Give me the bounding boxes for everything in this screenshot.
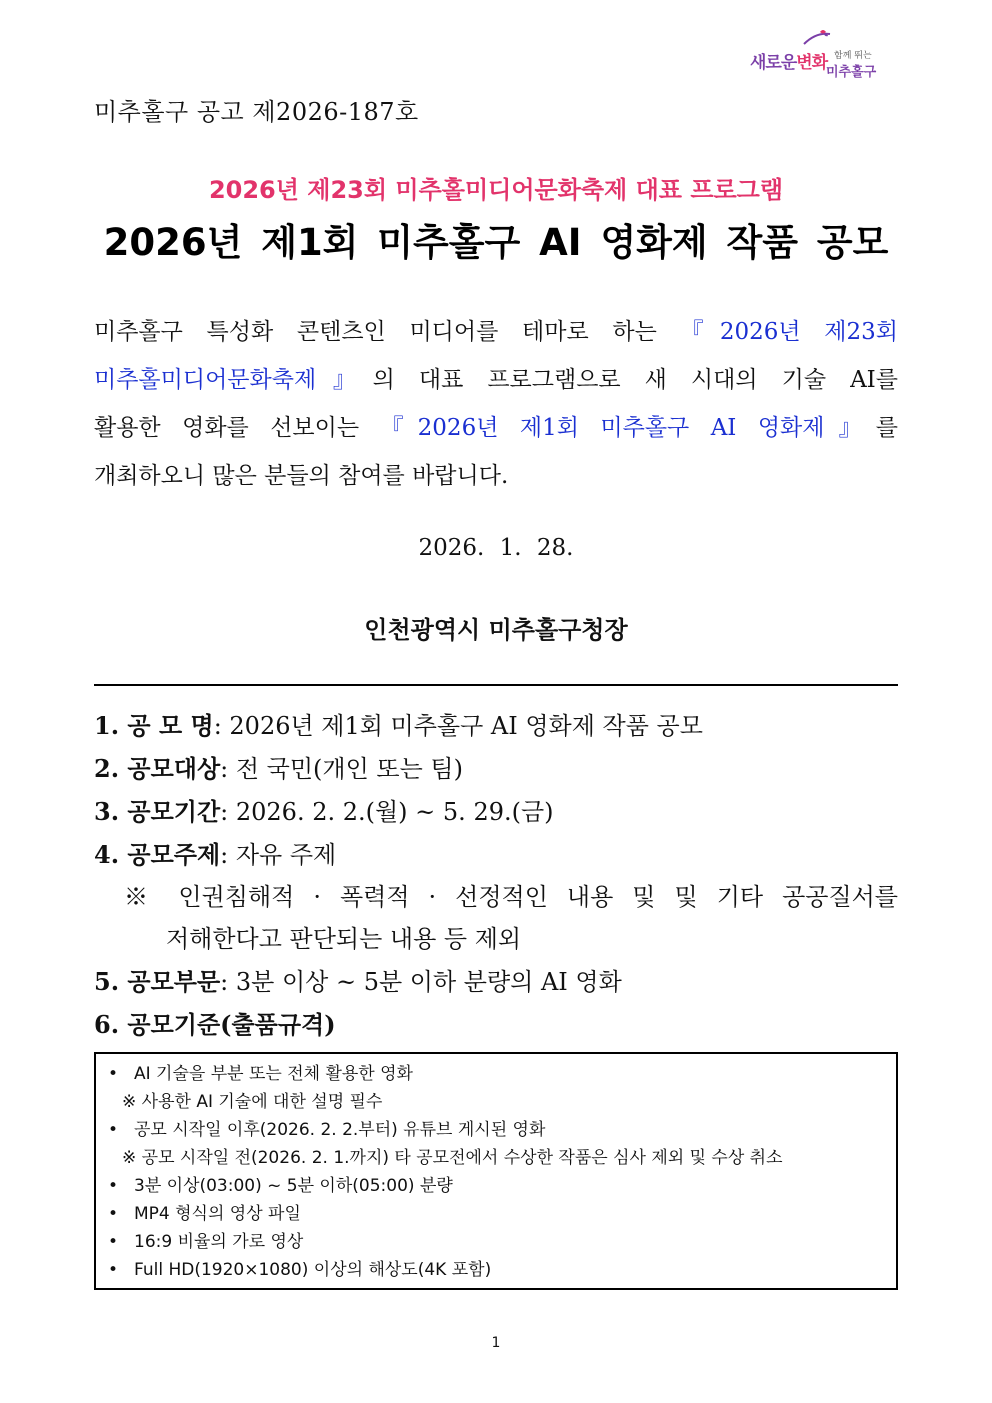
- criteria-ai-usage: • AI 기술을 부분 또는 전체 활용한 영화: [108, 1064, 413, 1084]
- item-period: 3. 공모기간: 2026. 2. 2.(월) ~ 5. 29.(금): [94, 797, 554, 826]
- divider: [94, 684, 898, 686]
- criteria-ratio: • 16:9 비율의 가로 영상: [108, 1232, 304, 1252]
- intro-line-3: 활용한 영화를 선보이는 『2026년 제1회 미추홀구 AI 영화제』를: [94, 415, 898, 441]
- document-title: 2026년 제1회 미추홀구 AI 영화제 작품 공모: [103, 221, 889, 264]
- criteria-box: [94, 1052, 898, 1290]
- district-logo: [742, 26, 902, 86]
- criteria-upload-date-note: ※ 공모 시작일 전(2026. 2. 1.까지) 타 공모전에서 수상한 작품은 심사 제외 및 수상 취소: [122, 1148, 783, 1168]
- item-target: 2. 공모대상: 전 국민(개인 또는 팀): [94, 754, 463, 783]
- intro-line-1: 미추홀구 특성화 콘텐츠인 미디어를 테마로 하는 『2026년 제23회: [94, 319, 898, 345]
- logo-small-bottom: 미추홀구: [826, 65, 877, 80]
- criteria-upload-date: • 공모 시작일 이후(2026. 2. 2.부터) 유튜브 게시된 영화: [108, 1120, 546, 1140]
- item-contest-name: 1. 공 모 명: 2026년 제1회 미추홀구 AI 영화제 작품 공모: [94, 711, 703, 740]
- notice-date: 2026. 1. 28.: [418, 535, 574, 561]
- logo-main-text: 새로운변화: [750, 53, 828, 73]
- intro-paragraph: [94, 308, 898, 500]
- logo-small-top: 함께 뛰는: [834, 51, 872, 61]
- intro-line-2: 미추홀미디어문화축제』의 대표 프로그램으로 새 시대의 기술 AI를: [94, 367, 898, 393]
- page-number: 1: [491, 1335, 501, 1351]
- item-category: 5. 공모부문: 3분 이상 ~ 5분 이하 분량의 AI 영화: [94, 967, 622, 996]
- item-criteria: 6. 공모기준(출품규격): [94, 1010, 336, 1039]
- butterfly-icon: [802, 28, 832, 48]
- theme-exclusion-note: ※ 인권침해적 · 폭력적 · 선정적인 내용 및 및 기타 공공질서를 저해한다고 판단되는 내용 등 제외: [124, 883, 898, 953]
- document-subtitle: 2026년 제23회 미추홀미디어문화축제 대표 프로그램: [208, 176, 784, 204]
- notice-number: 미추홀구 공고 제2026-187호: [94, 98, 419, 126]
- intro-line-4: 개최하오니 많은 분들의 참여를 바랍니다.: [94, 463, 509, 489]
- criteria-resolution: • Full HD(1920×1080) 이상의 해상도(4K 포함): [108, 1260, 492, 1280]
- item-theme: 4. 공모주제: 자유 주제: [94, 840, 337, 869]
- criteria-ai-usage-note: ※ 사용한 AI 기술에 대한 설명 필수: [122, 1092, 383, 1112]
- contest-items: [94, 704, 898, 1046]
- issuer: 인천광역시 미추홀구청장: [364, 615, 628, 644]
- criteria-length: • 3분 이상(03:00) ~ 5분 이하(05:00) 분량: [108, 1176, 453, 1196]
- criteria-format: • MP4 형식의 영상 파일: [108, 1204, 301, 1224]
